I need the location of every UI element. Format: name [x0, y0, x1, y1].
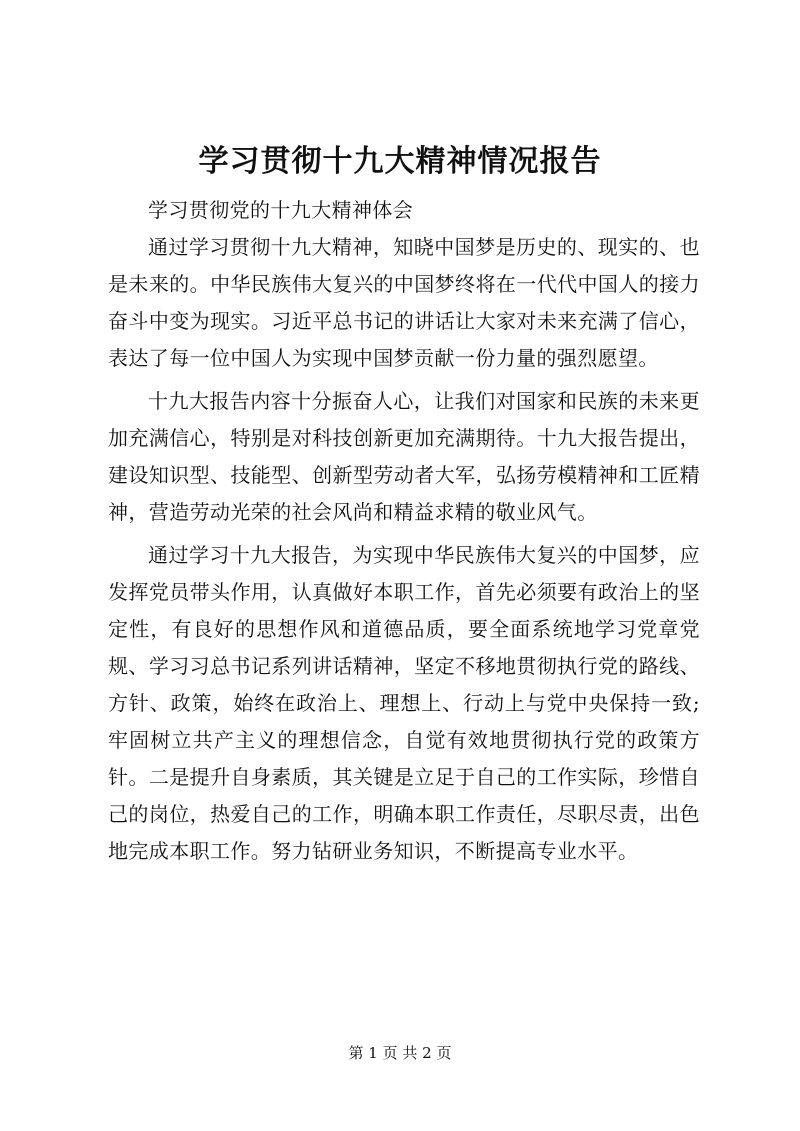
paragraph-1: 通过学习贯彻十九大精神，知晓中国梦是历史的、现实的、也是未来的。中华民族伟大复兴的中国梦终将在一代代中国人的接力奋斗中变为现实。习近平总书记的讲话让大家对未来充满了信心，表达了每一位中国人为实现中国梦贡献一份力量的强烈愿望。 — [108, 235, 700, 370]
page-footer: 第 1 页 共 2 页 — [348, 1044, 452, 1062]
document-body — [108, 192, 700, 870]
document-title: 学习贯彻十九大精神情况报告 — [198, 144, 602, 179]
paragraph-3: 通过学习十九大报告，为实现中华民族伟大复兴的中国梦，应发挥党员带头作用，认真做好本职工作，首先必须要有政治上的坚定性，有良好的思想作风和道德品质，要全面系统地学习党章党规、学习习总书记系列讲话精神，坚定不移地贯彻执行党的路线、方针、政策，始终在政治上、理想上、行动上与党中央保持一致;牢固树立共产主义的理想信念，自觉有效地贯彻执行党的政策方针。二是提升自身素质，其关键是立足于自己的工作实际，珍惜自己的岗位，热爱自己的工作，明确本职工作责任，尽职尽责，出色地完成本职工作。努力钻研业务知识，不断提高专业水平。 — [108, 543, 700, 863]
document-subtitle: 学习贯彻党的十九大精神体会 — [148, 198, 414, 222]
paragraph-2: 十九大报告内容十分振奋人心，让我们对国家和民族的未来更加充满信心，特别是对科技创新更加充满期待。十九大报告提出，建设知识型、技能型、创新型劳动者大军，弘扬劳模精神和工匠精神，营造劳动光荣的社会风尚和精益求精的敬业风气。 — [108, 389, 700, 524]
